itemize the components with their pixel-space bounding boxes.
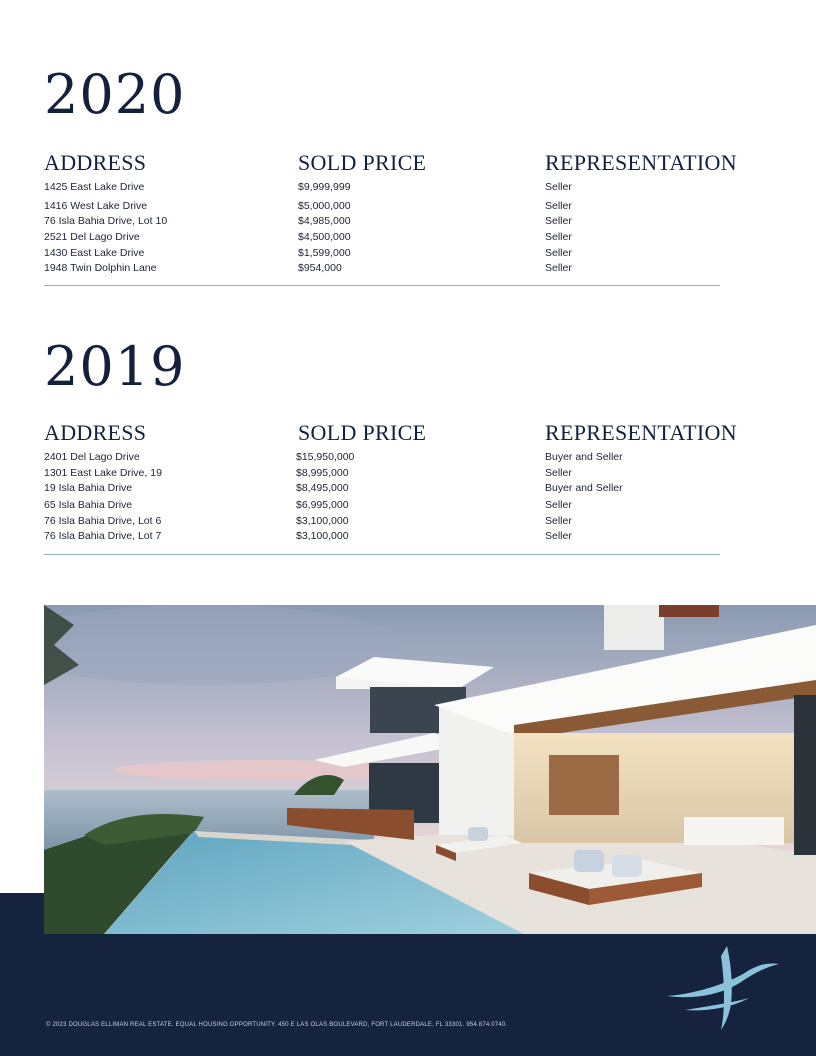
year-heading-2020: 2020 [44,63,186,126]
representation-cell: Buyer and Seller [545,482,623,494]
representation-cell: Seller [545,200,572,212]
table-row [44,231,724,245]
column-header-representation: REPRESENTATION [545,150,737,175]
table-row [44,247,724,261]
price-cell: $6,995,000 [296,499,349,511]
legal-disclaimer: © 2023 DOUGLAS ELLIMAN REAL ESTATE. EQUAL HOUSING OPPORTUNITY. 450 E LAS OLAS BOULEVARD, FORT LAUDERDALE, FL 33301. 954.874.0740. [46,1022,508,1028]
representation-cell: Buyer and Seller [545,451,623,463]
table-row [44,467,724,481]
section-divider [44,554,720,555]
price-cell: $8,495,000 [296,482,349,494]
address-cell: 76 Isla Bahia Drive, Lot 7 [44,530,162,542]
column-header-sold-price: SOLD PRICE [298,150,427,175]
representation-cell: Seller [545,530,572,542]
column-header-address: ADDRESS [44,420,147,445]
section-divider [44,285,720,286]
address-cell: 1416 West Lake Drive [44,200,148,212]
price-cell: $15,950,000 [296,451,355,463]
table-row [44,451,724,465]
luxury-home-pool-photo [44,605,816,934]
address-cell: 76 Isla Bahia Drive, Lot 6 [44,515,162,527]
sales-table-2020 [44,150,737,280]
representation-cell: Seller [545,181,572,193]
address-cell: 76 Isla Bahia Drive, Lot 10 [44,215,168,227]
column-header-address: ADDRESS [44,150,147,175]
representation-cell: Seller [545,215,572,227]
column-header-sold-price: SOLD PRICE [298,420,427,445]
price-cell: $3,100,000 [296,515,349,527]
price-cell: $1,599,000 [298,247,351,259]
address-cell: 2401 Del Lago Drive [44,451,140,463]
price-cell: $5,000,000 [298,200,351,212]
address-cell: 1425 East Lake Drive [44,181,145,193]
price-cell: $4,500,000 [298,231,351,243]
address-cell: 19 Isla Bahia Drive [44,482,133,494]
table-row [44,181,724,195]
address-cell: 65 Isla Bahia Drive [44,499,133,511]
table-row [44,215,724,229]
price-cell: $954,000 [298,262,342,274]
table-row [44,515,724,529]
representation-cell: Seller [545,247,572,259]
year-heading-2019: 2019 [44,335,186,398]
sales-table-2019 [44,420,737,550]
representation-cell: Seller [545,515,572,527]
table-row [44,499,724,513]
address-cell: 2521 Del Lago Drive [44,231,140,243]
table-row [44,530,724,544]
price-cell: $9,999,999 [298,181,351,193]
representation-cell: Seller [545,231,572,243]
representation-cell: Seller [545,262,572,274]
price-cell: $4,985,000 [298,215,351,227]
address-cell: 1430 East Lake Drive [44,247,145,259]
table-row [44,200,724,214]
table-row [44,262,724,276]
representation-cell: Seller [545,499,572,511]
column-header-representation: REPRESENTATION [545,420,737,445]
price-cell: $3,100,000 [296,530,349,542]
address-cell: 1948 Twin Dolphin Lane [44,262,157,274]
table-row [44,482,724,496]
price-cell: $8,995,000 [296,467,349,479]
address-cell: 1301 East Lake Drive, 19 [44,467,162,479]
representation-cell: Seller [545,467,572,479]
brand-logo-icon [665,944,781,1030]
